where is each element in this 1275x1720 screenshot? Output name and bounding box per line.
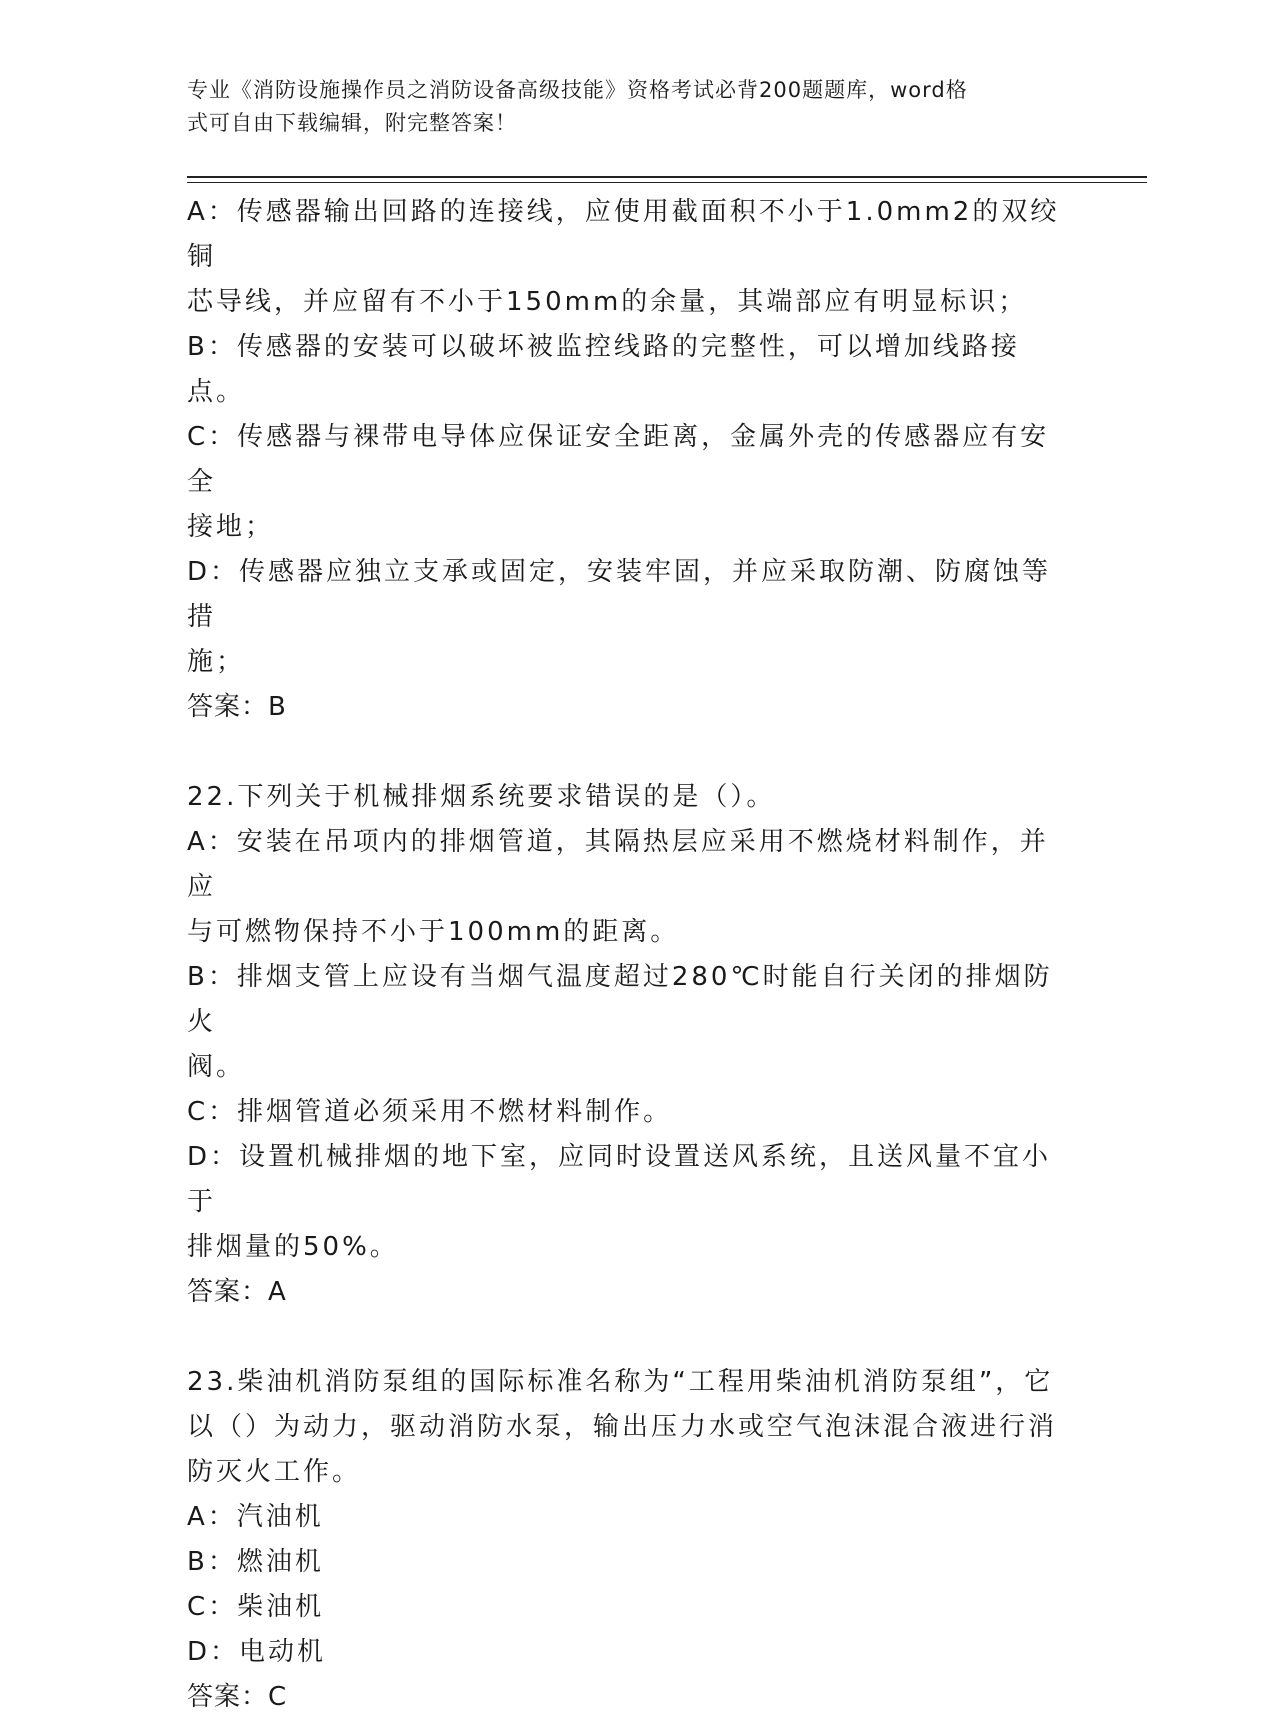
question-stem-line-3: 防灭火工作。 xyxy=(187,1457,362,1487)
question-stem: 22.下列关于机械排烟系统要求错误的是（）。 xyxy=(187,782,776,812)
option-a-line-2: 与可燃物保持不小于100mm的距离。 xyxy=(187,917,680,947)
question-22 xyxy=(187,775,1067,1315)
option-a: A：汽油机 xyxy=(187,1502,324,1532)
answer: 答案：C xyxy=(187,1682,288,1712)
option-a-line-2: 芯导线，并应留有不小于150mm的余量，其端部应有明显标识； xyxy=(187,287,1028,317)
header-line-1: 专业《消防设施操作员之消防设备高级技能》资格考试必背200题题库，word格 xyxy=(187,78,968,102)
option-b-line-1: B：排烟支管上应设有当烟气温度超过280℃时能自行关闭的排烟防火 xyxy=(187,962,1053,1037)
header-divider-thin xyxy=(187,182,1147,183)
option-c: C：柴油机 xyxy=(187,1592,325,1622)
option-b-line-2: 阀。 xyxy=(187,1052,246,1082)
option-a-line-1: A：传感器输出回路的连接线，应使用截面积不小于1.0mm2的双绞铜 xyxy=(187,197,1060,272)
header-divider-thick xyxy=(187,176,1147,178)
option-b: B：燃油机 xyxy=(187,1547,324,1577)
option-a-line-1: A：安装在吊项内的排烟管道，其隔热层应采用不燃烧材料制作，并应 xyxy=(187,827,1049,902)
question-stem-line-1: 23.柴油机消防泵组的国际标准名称为“工程用柴油机消防泵组”，它 xyxy=(187,1367,1054,1397)
document-header xyxy=(187,74,1067,140)
question-stem-line-2: 以（）为动力，驱动消防水泵，输出压力水或空气泡沫混合液进行消 xyxy=(187,1412,1058,1442)
question-list xyxy=(187,190,1067,1720)
answer: 答案：A xyxy=(187,1277,287,1307)
answer: 答案：B xyxy=(187,692,287,722)
question-21 xyxy=(187,190,1067,730)
option-c-line-1: C：传感器与裸带电导体应保证安全距离，金属外壳的传感器应有安全 xyxy=(187,422,1050,497)
header-line-2: 式可自由下载编辑，附完整答案！ xyxy=(187,111,517,135)
option-d: D：电动机 xyxy=(187,1637,327,1667)
spacer xyxy=(187,1315,1067,1360)
option-d-line-1: D：设置机械排烟的地下室，应同时设置送风系统，且送风量不宜小于 xyxy=(187,1142,1052,1217)
option-d-line-2: 排烟量的50%。 xyxy=(187,1232,399,1262)
question-23 xyxy=(187,1360,1067,1720)
option-d-line-2: 施； xyxy=(187,647,246,677)
option-c: C：排烟管道必须采用不燃材料制作。 xyxy=(187,1097,673,1127)
option-d-line-1: D：传感器应独立支承或固定，安装牢固，并应采取防潮、防腐蚀等措 xyxy=(187,557,1052,632)
option-c-line-2: 接地； xyxy=(187,512,275,542)
option-b: B：传感器的安装可以破坏被监控线路的完整性，可以增加线路接点。 xyxy=(187,332,1020,407)
spacer xyxy=(187,730,1067,775)
